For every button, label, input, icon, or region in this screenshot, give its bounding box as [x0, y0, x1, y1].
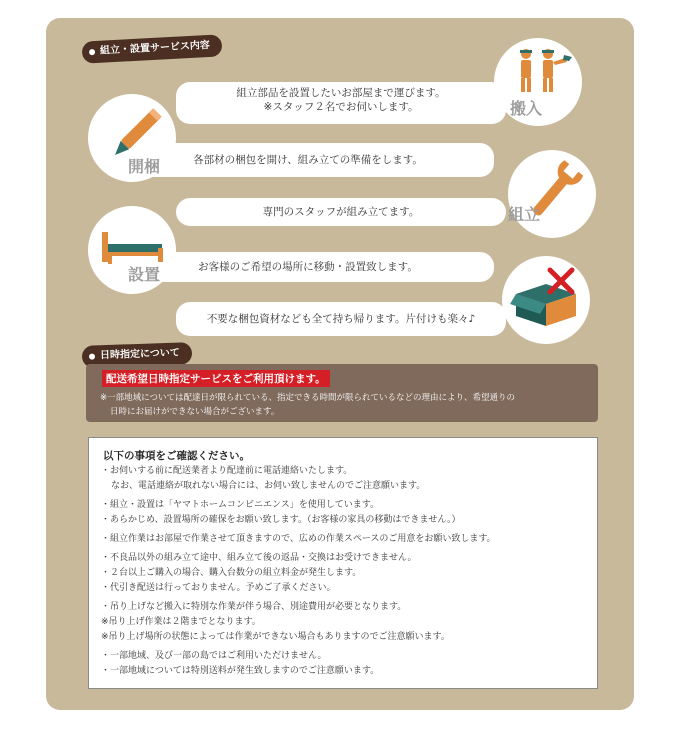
step-label-assemble: 組立 [508, 205, 541, 224]
step-label-delivery: 搬入 [510, 99, 543, 118]
notice-box [88, 437, 598, 689]
bullet-dot-icon [89, 353, 95, 359]
notice-line: ・吊り上げなど搬入に特別な作業が伴う場合、別途費用が必要となります。 [101, 602, 407, 612]
date-note-line: ※一部地域については配達日が限られている、指定できる時間が限られているなどの理由により、希望通りの [100, 393, 515, 403]
notice-title: 以下の事項をご確認ください。 [103, 450, 250, 462]
notice-line: ・一部地域については特別送料が発生致しますのでご注意願います。 [101, 666, 380, 676]
notice-line: なお、電話連絡が取れない場合には、お伺い致しませんのでご注意願います。 [111, 481, 426, 491]
section-label-text: 日時指定について [99, 347, 180, 362]
notice-line: ・組立作業はお部屋で作業させて頂きますので、広めの作業スペースのご用意をお願い致します。 [101, 534, 496, 544]
service-panel [46, 18, 634, 710]
step-pill-delivery [176, 82, 506, 124]
date-highlight: 配送希望日時指定サービスをご利用頂けます。 [102, 370, 330, 387]
notice-list [101, 464, 591, 679]
step-subtext: ※スタッフ２名でお伺いします。 [263, 101, 419, 113]
section-label-assembly [82, 34, 223, 63]
notice-line: ・組立・設置は「ヤマトホームコンビニエンス」を使用しています。 [101, 500, 380, 510]
date-info-box [86, 364, 598, 422]
notice-line: ※吊り上げ作業は２階までとなります。 [101, 617, 261, 627]
section-label-text: 組立・設置サービス内容 [99, 39, 211, 57]
step-text: 専門のスタッフが組み立てます。 [262, 206, 420, 218]
notice-line: ・代引き配送は行っておりません。予めご了承ください。 [101, 583, 336, 593]
step-text: 不要な梱包資材なども全て持ち帰ります。片付けも楽々♪ [206, 313, 476, 325]
step-label-install: 設置 [128, 265, 161, 284]
step-pill-unpack [122, 143, 494, 177]
bullet-dot-icon [89, 49, 95, 55]
step-text: 組立部品を設置したいお部屋まで運びます。 [236, 87, 446, 99]
step-pill-cleanup [176, 302, 506, 336]
step-pill-install [122, 252, 494, 282]
date-note-line: 日時にお届けができない場合がございます。 [110, 407, 280, 417]
box-remove-icon [502, 256, 590, 344]
step-pill-assemble [176, 198, 506, 226]
notice-line: ・不良品以外の組み立て途中、組み立て後の返品・交換はお受けできません。 [101, 553, 417, 563]
step-text: お客様のご希望の場所に移動・設置致します。 [198, 261, 418, 273]
notice-line: ・お伺いする前に配送業者より配達前に電話連絡いたします。 [101, 466, 353, 476]
notice-line: ・２台以上ご購入の場合、購入台数分の組立料金が発生します。 [101, 568, 362, 578]
date-note [100, 391, 588, 419]
step-text: 各部材の梱包を開け、組み立ての準備をします。 [193, 154, 423, 166]
step-label-unpack: 開梱 [128, 157, 161, 176]
notice-line: ※吊り上げ場所の状態によっては作業ができない場合もありますのでご注意願います。 [101, 632, 450, 642]
notice-line: ・あらかじめ、設置場所の確保をお願い致します。（お客様の家具の移動はできません。） [101, 515, 461, 525]
notice-line: ・一部地域、及び一部の島ではご利用いただけません。 [101, 651, 327, 661]
